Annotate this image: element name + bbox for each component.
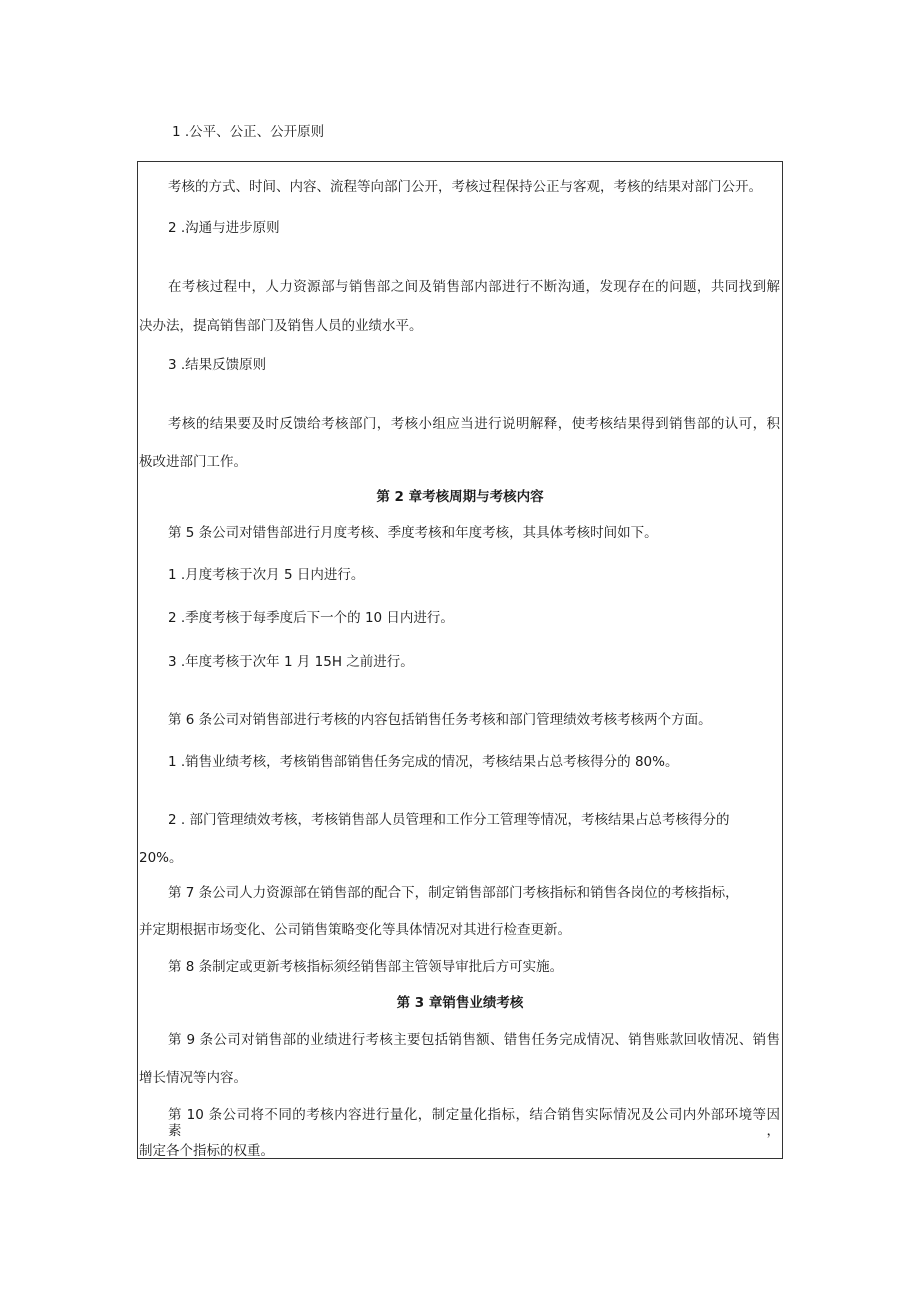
article-7-continuation: 并定期根据市场变化、公司销售策略变化等具体情况对其进行检查更新。 <box>139 922 571 938</box>
chapter-2-heading: 第 2 章考核周期与考核内容 <box>376 489 544 505</box>
principle-1-heading: 1 .公平、公正、公开原则 <box>172 124 325 140</box>
principle-3-heading: 3 .结果反馈原则 <box>168 357 267 373</box>
chapter-3-heading: 第 3 章销售业绩考核 <box>396 995 524 1011</box>
paragraph: 考核的方式、时间、内容、流程等向部门公开，考核过程保持公正与客观，考核的结果对部门公开。 <box>168 179 762 195</box>
article-7: 第 7 条公司人力资源部在销售部的配合下，制定销售部部门考核指标和销售各岗位的考核指标， <box>168 885 739 901</box>
list-item: 2 . 部门管理绩效考核，考核销售部人员管理和工作分工管理等情况，考核结果占总考核得分的 <box>168 812 730 828</box>
list-item: 1 .月度考核于次月 5 日内进行。 <box>168 567 365 583</box>
paragraph: 决办法，提高销售部门及销售人员的业绩水平。 <box>139 318 423 334</box>
article-5: 第 5 条公司对错售部进行月度考核、季度考核和年度考核，其具体考核时间如下。 <box>168 525 658 541</box>
list-item: 1 .销售业绩考核，考核销售部销售任务完成的情况，考核结果占总考核得分的 80%。 <box>168 754 679 770</box>
article-9: 第 9 条公司对销售部的业绩进行考核主要包括销售额、错售任务完成情况、销售账款回收情况、销售 <box>168 1032 780 1048</box>
paragraph: 在考核过程中，人力资源部与销售部之间及销售部内部进行不断沟通，发现存在的问题，共同找到解 <box>168 279 780 295</box>
article-6: 第 6 条公司对销售部进行考核的内容包括销售任务考核和部门管理绩效考核考核两个方面。 <box>168 712 712 728</box>
article-10: 第 10 条公司将不同的考核内容进行量化，制定量化指标，结合销售实际情况及公司内外部环境等因素， <box>168 1107 780 1140</box>
paragraph: 考核的结果要及时反馈给考核部门，考核小组应当进行说明解释，使考核结果得到销售部的认可，积 <box>168 416 780 432</box>
list-item: 2 .季度考核于每季度后下一个的 10 日内进行。 <box>168 610 454 626</box>
principle-2-heading: 2 .沟通与进步原则 <box>168 220 280 236</box>
article-8: 第 8 条制定或更新考核指标须经销售部主管领导审批后方可实施。 <box>168 959 564 975</box>
list-item: 3 .年度考核于次年 1 月 15H 之前进行。 <box>168 654 414 670</box>
article-9-continuation: 增长情况等内容。 <box>139 1070 247 1086</box>
paragraph: 极改进部门工作。 <box>139 454 247 470</box>
article-10-continuation: 制定各个指标的权重。 <box>139 1143 274 1159</box>
list-item-continuation: 20%。 <box>139 850 183 866</box>
